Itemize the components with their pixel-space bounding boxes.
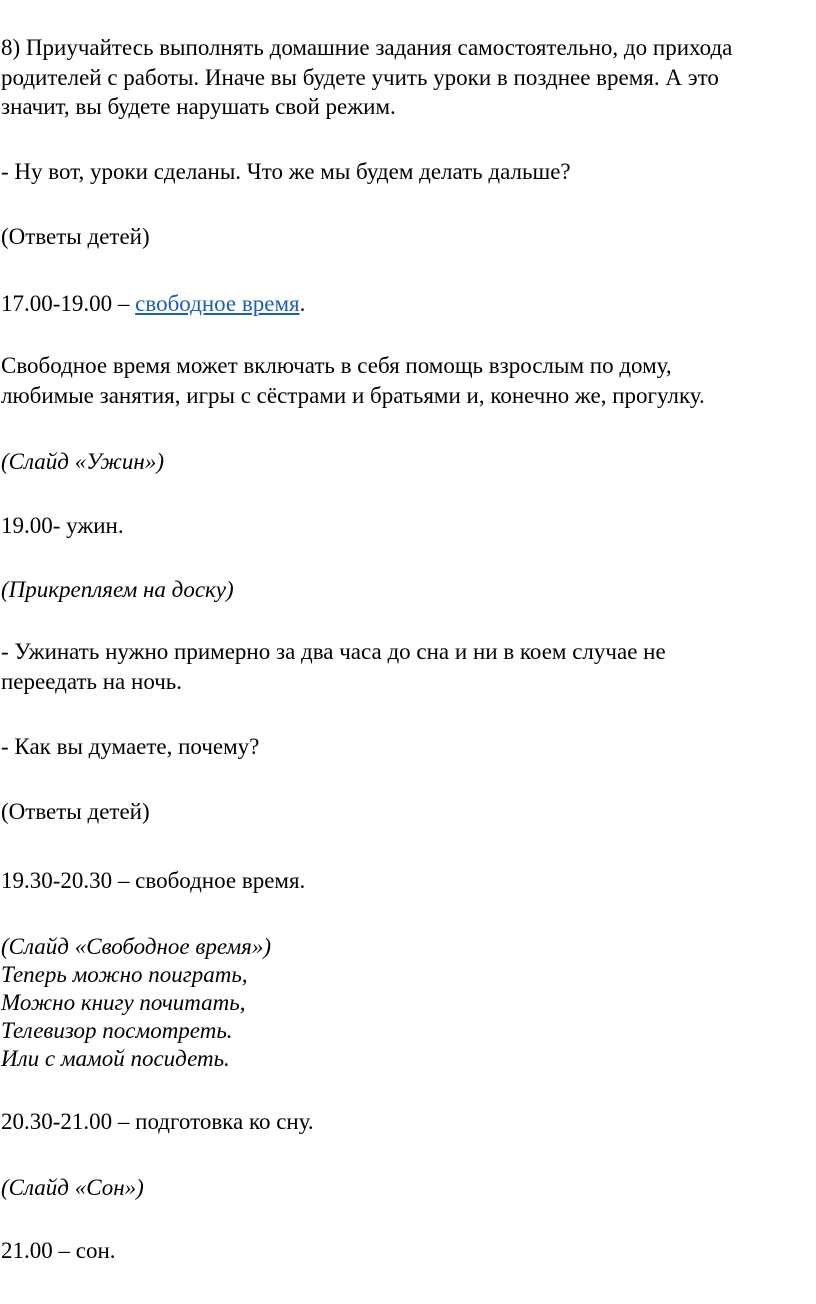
paragraph-dinner-advice-line-1: - Ужинать нужно примерно за два часа до сна и ни в коем случае не <box>1 639 666 664</box>
paragraph-homework-line-2: родителей с работы. Иначе вы будете учить уроки в позднее время. А это <box>1 65 719 90</box>
paragraph-slide-free-time: (Слайд «Свободное время») <box>1 934 272 959</box>
paragraph-free-time-1 <box>1 289 305 319</box>
poem-line-2: Можно книгу почитать, <box>1 990 246 1015</box>
paragraph-homework-line-1: 8) Приучайтесь выполнять домашние задания самостоятельно, до прихода <box>1 35 733 60</box>
poem-line-4: Или с мамой посидеть. <box>1 1046 230 1071</box>
paragraph-attach-to-board: (Прикрепляем на доску) <box>1 577 234 602</box>
paragraph-free-time-description-line-1: Свободное время может включать в себя помощь взрослым по дому, <box>1 353 672 378</box>
paragraph-why-question: - Как вы думаете, почему? <box>1 734 260 759</box>
paragraph-free-time-2: 19.30-20.30 – свободное время. <box>1 868 306 893</box>
paragraph-lessons-done: - Ну вот, уроки сделаны. Что же мы будем делать дальше? <box>1 159 571 184</box>
free-time-link[interactable]: свободное время <box>135 291 300 316</box>
paragraph-children-answers-2: (Ответы детей) <box>1 799 150 824</box>
paragraph-sleep-time: 21.00 – сон. <box>1 1238 116 1263</box>
paragraph-bedtime-prep: 20.30-21.00 – подготовка ко сну. <box>1 1109 314 1134</box>
paragraph-dinner-time: 19.00- ужин. <box>1 513 124 538</box>
poem-line-1: Теперь можно поиграть, <box>1 962 248 987</box>
paragraph-homework-line-3: значит, вы будете нарушать свой режим. <box>1 94 396 119</box>
paragraph-dinner-advice-line-2: переедать на ночь. <box>1 669 183 694</box>
free-time-1-suffix: . <box>299 291 306 316</box>
paragraph-slide-dinner: (Слайд «Ужин») <box>1 449 164 474</box>
free-time-1-prefix: 17.00-19.00 – <box>1 291 136 316</box>
poem-line-3: Телевизор посмотреть. <box>1 1018 233 1043</box>
paragraph-children-answers-1: (Ответы детей) <box>1 224 150 249</box>
paragraph-slide-sleep: (Слайд «Сон») <box>1 1175 144 1200</box>
paragraph-free-time-description-line-2: любимые занятия, игры с сёстрами и братьями и, конечно же, прогулку. <box>1 383 705 408</box>
